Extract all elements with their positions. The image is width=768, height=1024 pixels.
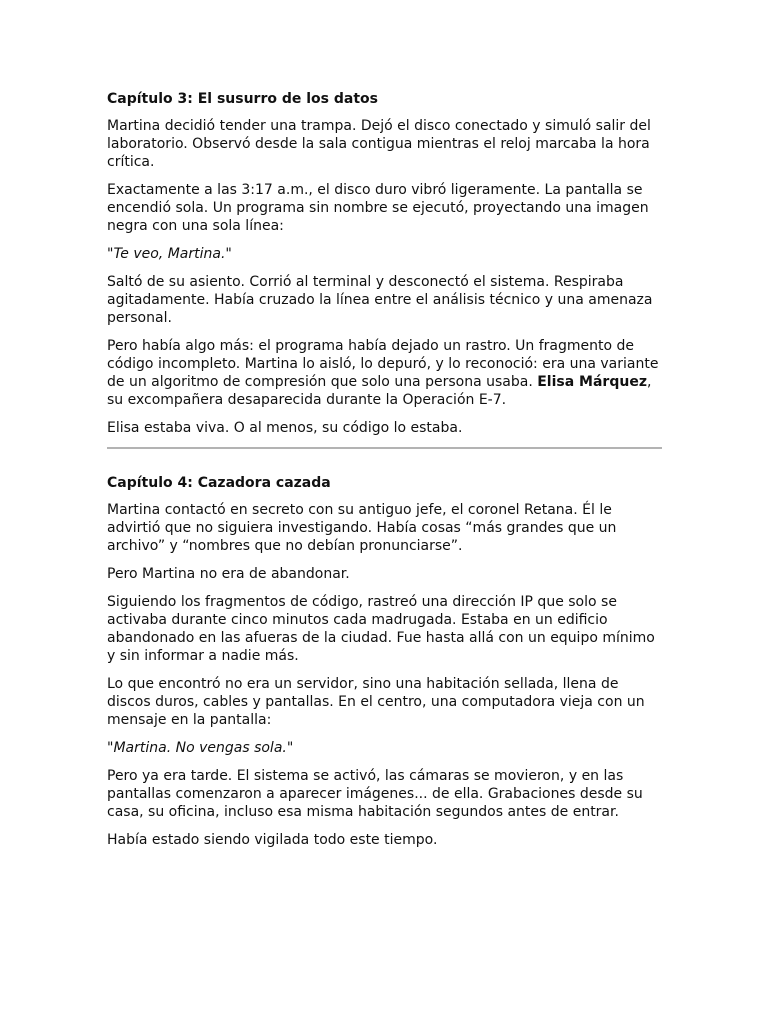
quote-open-mark: " xyxy=(107,246,114,262)
chapter-4-paragraph-4: Lo que encontró no era un servidor, sino una habitación sellada, llena de discos duros, cables y pantallas. En el centro, una computadora vieja con un mensaje en la pantalla: xyxy=(107,676,645,728)
quote-open-mark: " xyxy=(107,740,114,756)
chapter-3-paragraph-5: Elisa estaba viva. O al menos, su código lo estaba. xyxy=(107,420,463,436)
document-page xyxy=(107,89,663,859)
chapter-3-paragraph-4 xyxy=(107,337,663,409)
chapter-3-paragraph-3: Saltó de su asiento. Corrió al terminal y desconectó el sistema. Respiraba agitadamente. Había cruzado la línea entre el análisis técnico y una amenaza personal. xyxy=(107,274,653,326)
chapter-4 xyxy=(107,473,663,849)
chapter-3-paragraph-2: Exactamente a las 3:17 a.m., el disco duro vibró ligeramente. La pantalla se encendió sola. Un programa sin nombre se ejecutó, proyectando una imagen negra con una sola línea: xyxy=(107,182,649,234)
chapter-divider xyxy=(107,447,662,449)
quote-close-mark: " xyxy=(225,246,232,262)
chapter-4-quote xyxy=(107,739,663,757)
chapter-4-quote-text: Martina. No vengas sola. xyxy=(113,740,287,756)
chapter-3 xyxy=(107,89,663,437)
chapter-4-paragraph-5: Pero ya era tarde. El sistema se activó, las cámaras se movieron, y en las pantallas comenzaron a aparecer imágenes... de ella. Grabaciones desde su casa, su oficina, incluso esa misma habitación segundos antes de entrar. xyxy=(107,768,643,820)
chapter-4-paragraph-3: Siguiendo los fragmentos de código, rastreó una dirección IP que solo se activaba durante cinco minutos cada madrugada. Estaba en un edificio abandonado en las afueras de la ciudad. Fue hasta allá con un equipo mínimo y sin informar a nadie más. xyxy=(107,594,655,664)
chapter-3-title: Capítulo 3: El susurro de los datos xyxy=(107,91,378,107)
chapter-3-quote xyxy=(107,245,663,263)
chapter-4-paragraph-6: Había estado siendo vigilada todo este tiempo. xyxy=(107,832,438,848)
elisa-name: Elisa Márquez xyxy=(537,374,647,390)
chapter-3-paragraph-4-end: , su excompañera desaparecida durante la Operación E-7. xyxy=(107,374,652,408)
chapter-3-paragraph-1: Martina decidió tender una trampa. Dejó el disco conectado y simuló salir del laboratorio. Observó desde la sala contigua mientras el reloj marcaba la hora crítica. xyxy=(107,118,651,170)
chapter-3-paragraph-4-start: Pero había algo más: el programa había dejado un rastro. Un fragmento de código incompleto. Martina lo aisló, lo depuró, y lo reconoció: era una variante de un algoritmo de compresión que solo una persona usaba. xyxy=(107,338,659,390)
chapter-4-title: Capítulo 4: Cazadora cazada xyxy=(107,475,331,491)
chapter-3-quote-text: Te veo, Martina. xyxy=(113,246,226,262)
chapter-4-paragraph-1: Martina contactó en secreto con su antiguo jefe, el coronel Retana. Él le advirtió que no siguiera investigando. Había cosas “más grandes que un archivo” y “nombres que no debían pronunciarse”. xyxy=(107,502,617,554)
quote-close-mark: " xyxy=(286,740,294,756)
chapter-4-paragraph-2: Pero Martina no era de abandonar. xyxy=(107,566,350,582)
